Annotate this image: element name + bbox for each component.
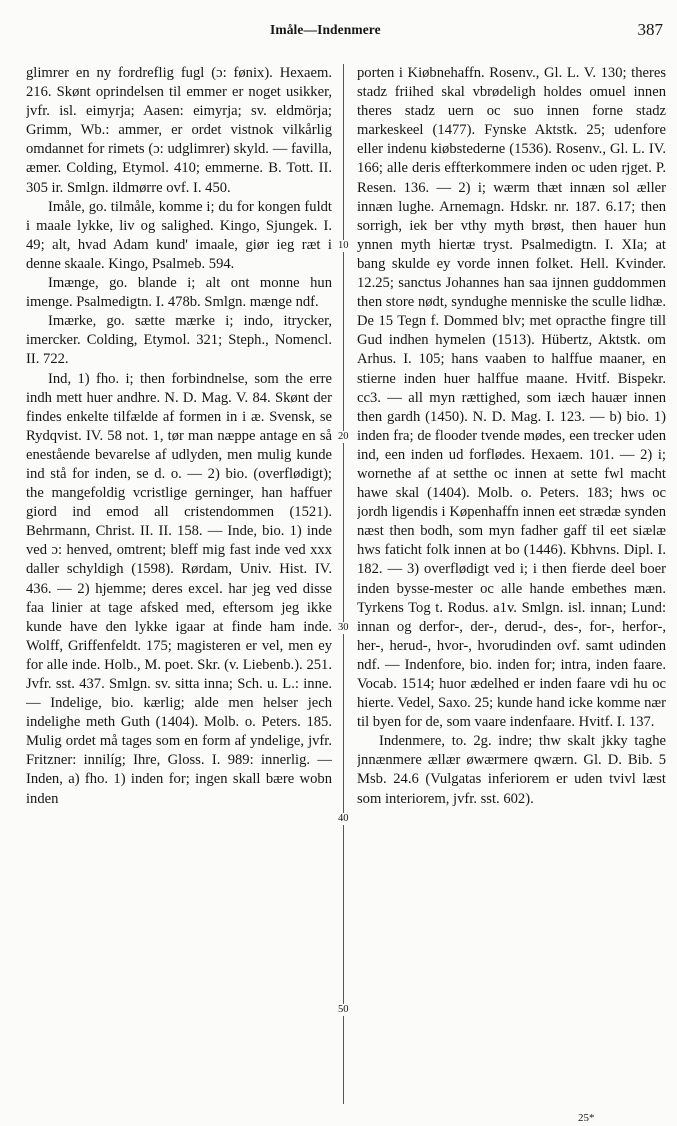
- entry-ind: Ind, 1) fho. i; then forbindnelse, som the erre indh mett huer andhre. N. D. Mag. V. 84. Skønt der findes enkelte tilfælde af formen in i æ. Svensk, se Rydqvist. IV. 58 not. 1, tør man næppe antage en så enestående bevarelse af udlyden, men mulig kunde ind stå for inden, se d. o. — 2) bio. (overflødigt); the mangefoldig vcristlige gerninger, han haffuer giord ind emod all cristendommen (1521). Behrmann, Christ. II. II. 158. — Inde, bio. 1) inde ved ɔ: henved, omtrent; bleff mig fast inde ved xxx daller schyldigh (1598). Rørdam, Univ. Hist. IV. 436. — 2) hjemme; deres excel. har jeg ved disse faa linier at tage afsked med, eftersom jeg ikke kunde have den lykke igaar at finde ham inde. Wolff, Griffenfeldt. 175; magisteren er vel, men ey for alle inde. Holb., M. poet. Skr. (v. Liebenb.). 251. Jvfr. sst. 437. Smlgn. sv. sitta inna; Sch. u. L.: inne. — Indelige, bio. kærlig; alde men helser jech indelighe meth Guth (1404). Molb. o. Peters. 185. Mulig ordet må tages som en form af yndelige, jvfr. Fritzner: innilíg; Ihre, Gloss. I. 989: innerlig. — Inden, a) fho. 1) inden for; ingen skall bære wobn inden: [26, 370, 332, 807]
- entry-imaale: Imåle, go. tilmåle, komme i; du for kongen fuldt i maale lykke, liv og salighed. Kingo, Sjungek. I. 49; alt, hvad Adam kund' imaale, giør ieg ræt i denne skaale. Kingo, Psalmeb. 594.: [26, 198, 332, 272]
- entry-indenmere: Indenmere, to. 2g. indre; thw skalt jkky taghe jnnænmere ællær øwærmere qwærn. Gl. D. Bib. 5 Msb. 24.6 (Vulgatas inferiorem er uden tvivl læst som interiorem, jvfr. sst. 602).: [357, 733, 666, 807]
- entry-imaerke: Imærke, go. sætte mærke i; indo, itrycker, imercker. Colding, Etymol. 321; Steph., Nomencl. II. 722.: [26, 313, 332, 368]
- page-number: 387: [637, 20, 663, 39]
- line-number: 30: [338, 622, 349, 633]
- line-number: 10: [338, 240, 349, 251]
- right-column: [357, 64, 666, 1106]
- entry-continuation: glimrer en ny fordreflig fugl (ɔ: fønix). Hexaem. 216. Skønt oprindelsen til emmer er noget usikker, jvfr. isl. eimyrja; Aasen: eimyrja; sv. eldmörja; Grimm, Wb.: ammer, er ordet vistnok vilkårlig omdannet for rimets (ɔ: udglimrer) skyld. — favilla, æmer. Colding, Etymol. 410; emmerne. B. Tott. II. 305 ir. Smlgn. ildmørre ovf. I. 450.: [26, 65, 332, 196]
- line-number: 40: [338, 813, 349, 824]
- running-head: Imåle—Indenmere: [270, 22, 381, 37]
- entry-imaenge: Imænge, go. blande i; alt ont monne hun imenge. Psalmedigtn. I. 478b. Smlgn. mænge ndf.: [26, 275, 332, 311]
- entry-inden-continuation: porten i Kiøbnehaffn. Rosenv., Gl. L. V. 130; theres stadz friihed skal vbrødeligh holdes omuel innen theres stadz uern oc suo innen forne stadz markeskeel (1477). Fynske Aktstk. 25; udenfore eller indenu kiøbstederne (1536). Rosenv., Gl. L. IV. 166; alle deris effterkommere inden oc uden rjget. P. Resen. 136. — 2) i; wærm thæt innæn sol æller innæn lughe. Arnemagn. Hdskr. nr. 187. 6.17; then sorrigh, iek ber vthy myth brøst, then hauer hun ynnen myth hiertæ tryst. Psalmedigtn. I. XIa; at bang skulde ey vorde innen folket. Hell. Kvinder. 12.25; sanctus Johannes han saa ijnnen guddommen then store nødt, syndughe menniske the sculle lidhæ. De 15 Tegn f. Dommed blv; met opracthe fingre till Gud indhen hymelen (1513). Hübertz, Aktstk. om Arhus. I. 105; hans vaaben to halffue maaner, en stierne inden huer halffue maane. Hvitf. Bispekr. cc3. — all myn rættighed, som iæch hauær innen then gardh (1450). N. D. Mag. I. 123. — b) bio. 1) inden fra; de flooder tvende mødes, een trecker uden ind, een inden ud forflødes. Hexaem. 101. — 2) i; wornethe af at setthe oc innen at sette fwl macht hawe skal (1404). Molb. o. Peters. 183; hws oc jordh ligendis i Køpenhaffn innen eet strædæ synden næst then bodh, som myn fadher gaff til eet siælæ hws faticht folk innen at bo (1446). Kbhvns. Dipl. I. 182. — 3) overflødigt ved i; i then fierde deel boer inden bysse-mester oc alle hande embethes mæn. Tyrkens Tog t. Rodus. a1v. Smlgn. isl. innan; Lund: innan og derfor-, der-, derud-, des-, for-, herfor-, her-, herud-, hvor-, hvorudinden ovf. samt udinden ndf. — Indenfore, bio. inden for; intra, inden faare. Vocab. 1514; huor ædelhed er inden faare vdi hu oc hierte. Vedel, Saxo. 25; kunde hand icke komme nær til byen for de, som vaare indenfaare. Hvitf. I. 137.: [357, 65, 666, 731]
- signature-mark: 25*: [578, 1112, 595, 1124]
- left-column: [26, 64, 332, 1106]
- line-number: 50: [338, 1004, 349, 1015]
- line-number: 20: [338, 431, 349, 442]
- column-rule: [343, 64, 344, 1104]
